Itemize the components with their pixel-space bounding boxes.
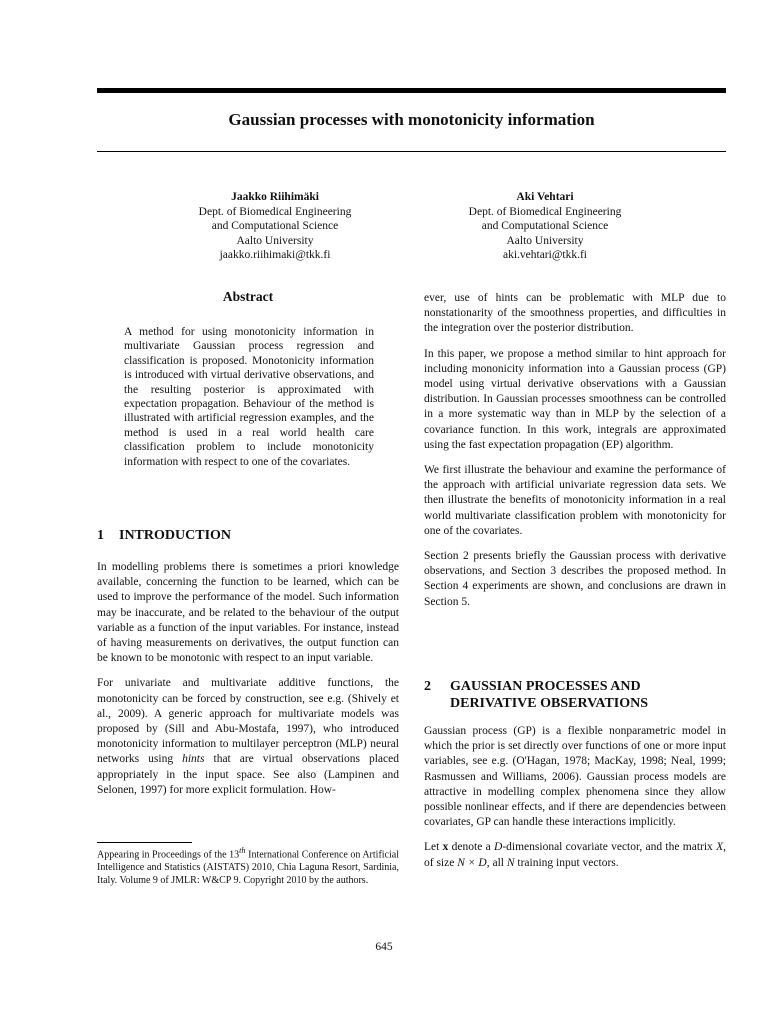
footnote: Appearing in Proceedings of the 13th International Conference on Artificial Intelligence and Statistics (AISTATS) 2010, Chia Laguna Resort, Sardinia, Italy. Volume 9 of JMLR: W&CP 9. Copyright 2010 by the authors. — [97, 846, 399, 886]
section-2-heading — [424, 678, 648, 712]
title-underline-rule — [97, 151, 726, 152]
section-1-heading — [97, 527, 231, 544]
author-dept: and Computational Science — [481, 220, 609, 233]
section-number: 2 — [424, 679, 431, 694]
paragraph: Section 2 presents briefly the Gaussian process with derivative observations, and Section 3 describes the proposed method. In Section 4 experiments are shown, and conclusions are drawn in Section 5. — [424, 550, 726, 608]
paper-title: Gaussian processes with monotonicity information — [228, 110, 595, 129]
author-name: Aki Vehtari — [516, 191, 574, 203]
author-email: jaakko.riihimaki@tkk.fi — [219, 249, 331, 262]
section-title-line2: DERIVATIVE OBSERVATIONS — [450, 696, 649, 711]
author-university: Aalto University — [506, 234, 584, 247]
abstract-heading: Abstract — [222, 289, 274, 304]
section-title: INTRODUCTION — [119, 528, 232, 543]
author-block-1 — [135, 190, 415, 263]
author-block-2 — [405, 190, 685, 263]
author-dept: Dept. of Biomedical Engineering — [468, 205, 622, 218]
paragraph: We first illustrate the behaviour and examine the performance of the approach with artificial univariate regression data sets. We then illustrate the benefits of monotonicity information in a real world multivariate classification problem with monotonicity for one of the covariates. — [424, 464, 726, 537]
page-number: 645 — [375, 941, 393, 953]
author-university: Aalto University — [236, 234, 314, 247]
footnote-rule — [97, 842, 192, 843]
abstract-paragraph: A method for using monotonicity information in multivariate Gaussian process regression and classification is proposed. Monotonicity information is introduced with virtual derivative observations, and the resulting posterior is approximated with expectation propagation. Behaviour of the method is illustrated with artificial regression examples, and the method is used in a real world health care classification problem to include monotonicity information with respect to one of the covariates. — [124, 326, 374, 468]
author-name: Jaakko Riihimäki — [231, 191, 319, 203]
paragraph: Gaussian process (GP) is a flexible nonparametric model in which the prior is set directly over functions of one or more input variables, see e.g. (O'Hagan, 1978; MacKay, 1998; Neal, 1999; Rasmussen and Williams, 2006). Gaussian process models are attractive in modelling complex phenomena since they allow possible nonlinear effects, and if there are dependencies between covariates, GP can handle these interactions implicitly. — [424, 725, 726, 829]
paragraph: ever, use of hints can be problematic with MLP due to nonstationarity of the smoothness properties, and difficulties in the integration over the posterior distribution. — [424, 292, 726, 335]
author-dept: and Computational Science — [211, 220, 339, 233]
top-thick-rule — [97, 88, 726, 93]
paragraph: For univariate and multivariate additive functions, the monotonicity can be forced by construction, see e.g. (Shively et al., 2009). A generic approach for multivariate models was proposed by (Sill and Abu-Mostafa, 1997), who introduced monotonicity information to multilayer perceptron (MLP) neural networks using hints that are virtual observations placed appropriately in the input space. See also (Lampinen and Selonen, 1997) for more explicit formulation. How- — [97, 677, 399, 796]
paragraph: In modelling problems there is sometimes a priori knowledge available, concerning the function to be learned, which can be used to improve the performance of the model. Such information may be inaccurate, and be related to the behaviour of the output variable as a function of the input variables. For instance, instead of having measurements on derivatives, the output function can be known to be monotonic with respect to an input variable. — [97, 561, 399, 665]
left-column-body — [97, 560, 399, 798]
paragraph: Let x denote a D-dimensional covariate vector, and the matrix X, of size N × D, all N training input vectors. — [424, 841, 726, 869]
abstract-text — [124, 325, 374, 469]
author-email: aki.vehtari@tkk.fi — [502, 249, 588, 262]
author-dept: Dept. of Biomedical Engineering — [198, 205, 352, 218]
paragraph: In this paper, we propose a method similar to hint approach for including mononicity information into a Gaussian process (GP) model using virtual derivative observations with a Gaussian distribution. In Gaussian processes smoothness can be controlled in a more systematic way than in MLP by the selection of a covariance function. In this work, integrals are approximated using the fast expectation propagation (EP) algorithm. — [424, 347, 726, 451]
section-number: 1 — [97, 528, 104, 543]
right-column-body — [424, 291, 726, 610]
section-2-body — [424, 724, 726, 871]
section-title: GAUSSIAN PROCESSES AND — [450, 679, 641, 694]
